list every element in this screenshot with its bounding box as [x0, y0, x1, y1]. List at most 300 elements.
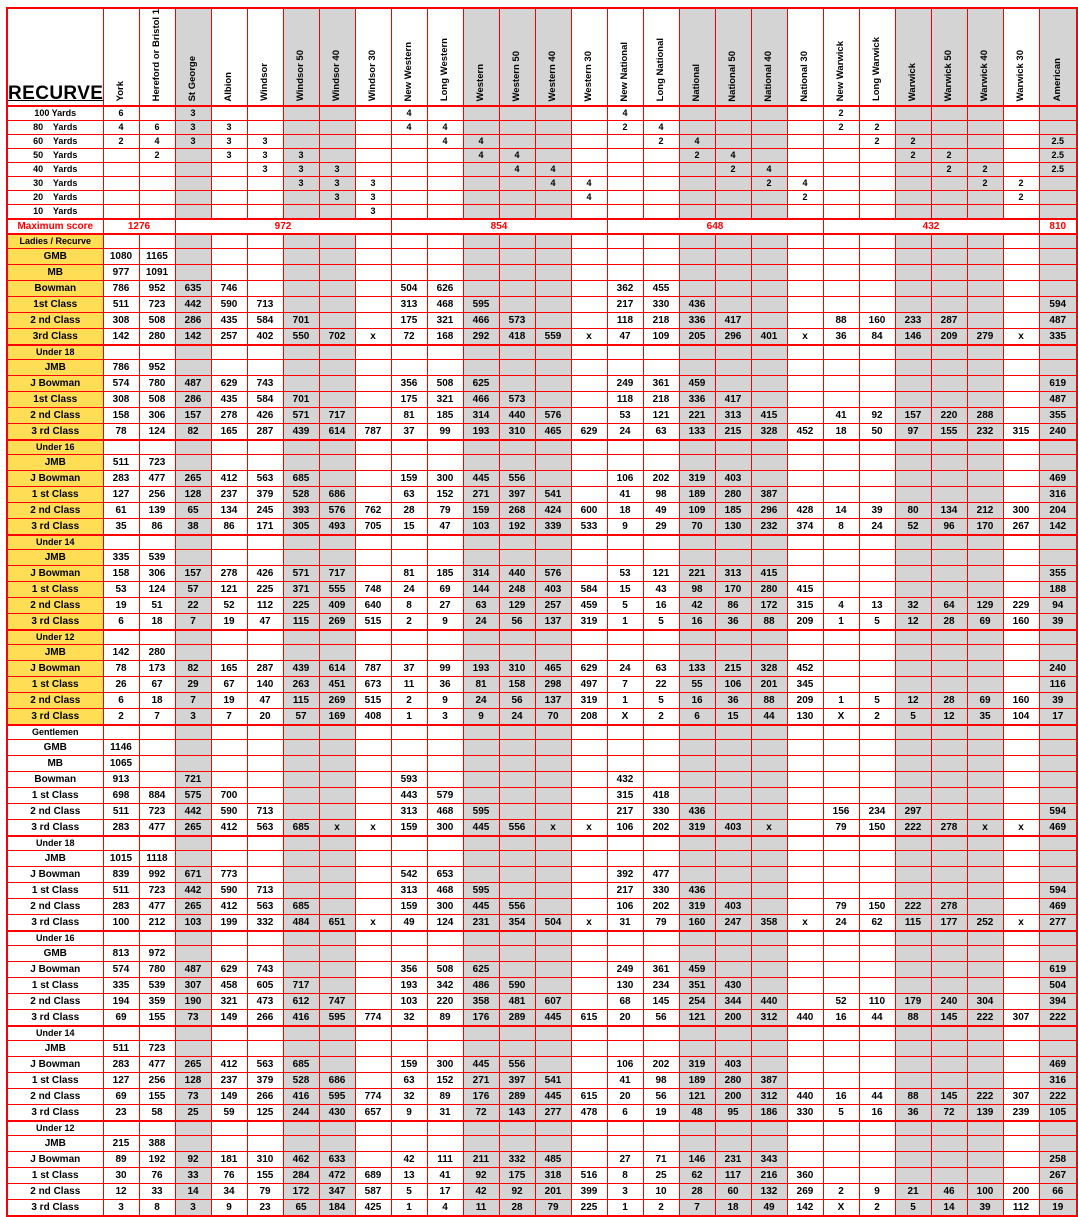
data-cell — [823, 487, 859, 503]
column-header-label: National 40 — [763, 50, 775, 102]
data-cell — [247, 455, 283, 471]
data-cell — [571, 234, 607, 249]
data-cell: 584 — [247, 392, 283, 408]
data-cell: 6 — [103, 106, 139, 121]
data-cell — [319, 281, 355, 297]
data-cell: 205 — [679, 329, 715, 346]
data-cell: 300 — [1003, 503, 1039, 519]
data-cell — [715, 1136, 751, 1152]
data-cell: 481 — [499, 994, 535, 1010]
data-cell: 445 — [463, 899, 499, 915]
section-heading-row — [7, 234, 1077, 249]
data-cell — [679, 191, 715, 205]
data-cell: 200 — [1003, 1184, 1039, 1200]
data-cell — [535, 883, 571, 899]
data-cell: 92 — [175, 1152, 211, 1168]
data-cell — [1003, 1136, 1039, 1152]
data-cell — [283, 345, 319, 360]
data-cell: 511 — [103, 1041, 139, 1057]
data-cell: 417 — [715, 313, 751, 329]
data-cell — [1003, 408, 1039, 424]
data-cell — [319, 455, 355, 471]
data-cell — [751, 265, 787, 281]
data-cell: 472 — [319, 1168, 355, 1184]
data-cell — [895, 756, 931, 772]
class-row-label: JMB — [7, 1041, 103, 1057]
data-cell: 44 — [859, 1089, 895, 1105]
data-cell — [535, 360, 571, 376]
data-cell — [391, 1121, 427, 1136]
data-cell: 263 — [283, 677, 319, 693]
data-cell — [859, 249, 895, 265]
table-row — [7, 1089, 1077, 1105]
data-cell: 175 — [391, 313, 427, 329]
data-cell — [751, 1121, 787, 1136]
data-cell: 590 — [211, 883, 247, 899]
data-cell: 157 — [175, 566, 211, 582]
data-cell — [787, 931, 823, 946]
data-cell: 594 — [1039, 804, 1077, 820]
data-cell — [643, 360, 679, 376]
data-cell — [643, 234, 679, 249]
data-cell — [679, 205, 715, 220]
data-cell — [715, 867, 751, 883]
data-cell — [103, 535, 139, 550]
data-cell — [1039, 740, 1077, 756]
data-cell: 2 — [859, 121, 895, 135]
data-cell: 319 — [679, 471, 715, 487]
data-cell — [1039, 1121, 1077, 1136]
column-header-label: Albion — [223, 71, 235, 102]
data-cell: 786 — [103, 281, 139, 297]
data-cell — [1003, 487, 1039, 503]
data-cell: 504 — [391, 281, 427, 297]
data-cell: 66 — [1039, 1184, 1077, 1200]
data-cell — [751, 1136, 787, 1152]
data-cell — [355, 234, 391, 249]
data-cell: 430 — [319, 1105, 355, 1122]
data-cell: 237 — [211, 1073, 247, 1089]
data-cell — [463, 931, 499, 946]
data-cell: 19 — [211, 614, 247, 631]
data-cell: 445 — [463, 820, 499, 837]
data-cell — [571, 645, 607, 661]
data-cell — [787, 408, 823, 424]
data-cell — [859, 851, 895, 867]
column-header-label: New Western — [403, 41, 415, 102]
data-cell: 48 — [679, 1105, 715, 1122]
class-row-label: 3 rd Class — [7, 1105, 103, 1122]
data-cell: x — [535, 820, 571, 837]
data-cell — [319, 630, 355, 645]
data-cell — [1003, 205, 1039, 220]
distance-row-label: 60 Yards — [7, 135, 103, 149]
section-heading: Under 14 — [7, 1026, 103, 1041]
data-cell — [571, 566, 607, 582]
data-cell: 600 — [571, 503, 607, 519]
data-cell: 723 — [139, 883, 175, 899]
class-row-label: JMB — [7, 455, 103, 471]
data-cell — [823, 281, 859, 297]
data-cell: 155 — [247, 1168, 283, 1184]
data-cell: 41 — [607, 1073, 643, 1089]
class-row-label: J Bowman — [7, 1057, 103, 1073]
data-cell: 25 — [643, 1168, 679, 1184]
data-cell — [319, 740, 355, 756]
data-cell — [535, 978, 571, 994]
data-cell — [571, 630, 607, 645]
data-cell — [895, 566, 931, 582]
data-cell — [139, 177, 175, 191]
data-cell: 3 — [247, 163, 283, 177]
data-cell — [1039, 249, 1077, 265]
data-cell: 3 — [175, 121, 211, 135]
data-cell — [607, 851, 643, 867]
data-cell: 307 — [1003, 1010, 1039, 1027]
data-cell — [283, 297, 319, 313]
data-cell — [859, 487, 895, 503]
data-cell: 576 — [535, 408, 571, 424]
data-cell: 21 — [895, 1184, 931, 1200]
data-cell: 209 — [787, 614, 823, 631]
data-cell — [463, 946, 499, 962]
data-cell: 280 — [715, 1073, 751, 1089]
data-cell — [139, 725, 175, 740]
data-cell — [355, 345, 391, 360]
data-cell — [535, 440, 571, 455]
data-cell — [751, 946, 787, 962]
data-cell — [787, 1057, 823, 1073]
data-cell — [931, 883, 967, 899]
data-cell: 605 — [247, 978, 283, 994]
data-cell: 1065 — [103, 756, 139, 772]
data-cell — [499, 788, 535, 804]
data-cell: 41 — [427, 1168, 463, 1184]
data-cell: 3 — [283, 177, 319, 191]
data-cell — [1039, 851, 1077, 867]
data-cell: 515 — [355, 614, 391, 631]
data-cell — [571, 471, 607, 487]
data-cell — [967, 535, 1003, 550]
data-cell — [679, 740, 715, 756]
data-cell — [319, 1041, 355, 1057]
data-cell: 231 — [715, 1152, 751, 1168]
data-cell — [535, 281, 571, 297]
data-cell: 79 — [247, 1184, 283, 1200]
data-cell — [499, 281, 535, 297]
data-cell — [895, 535, 931, 550]
data-cell: 49 — [643, 503, 679, 519]
data-cell: 133 — [679, 424, 715, 441]
table-row — [7, 978, 1077, 994]
data-cell — [787, 1026, 823, 1041]
data-cell — [571, 360, 607, 376]
data-cell: 145 — [931, 1010, 967, 1027]
data-cell: 172 — [751, 598, 787, 614]
data-cell: 63 — [391, 1073, 427, 1089]
class-row-label: GMB — [7, 740, 103, 756]
data-cell — [535, 772, 571, 788]
data-cell: 125 — [247, 1105, 283, 1122]
column-header-label: York — [115, 80, 127, 102]
data-cell: 307 — [1003, 1089, 1039, 1105]
data-cell: 257 — [211, 329, 247, 346]
data-cell — [859, 582, 895, 598]
data-cell: 24 — [607, 424, 643, 441]
data-cell — [823, 1057, 859, 1073]
data-cell — [751, 740, 787, 756]
data-cell: 4 — [427, 135, 463, 149]
data-cell — [859, 281, 895, 297]
data-cell: 635 — [175, 281, 211, 297]
data-cell — [571, 740, 607, 756]
data-cell: 4 — [679, 135, 715, 149]
data-cell — [859, 550, 895, 566]
data-cell: 8 — [391, 598, 427, 614]
data-cell: 209 — [931, 329, 967, 346]
class-row-label: 2 nd Class — [7, 804, 103, 820]
table-row — [7, 205, 1077, 220]
data-cell — [463, 851, 499, 867]
data-cell: 152 — [427, 1073, 463, 1089]
class-row-label: 3rd Class — [7, 329, 103, 346]
data-cell: 12 — [895, 693, 931, 709]
data-cell — [175, 931, 211, 946]
data-cell: 443 — [391, 788, 427, 804]
data-cell — [355, 899, 391, 915]
table-row — [7, 550, 1077, 566]
data-cell — [1003, 630, 1039, 645]
data-cell: 142 — [1039, 519, 1077, 536]
data-cell — [1003, 1026, 1039, 1041]
data-cell — [391, 1136, 427, 1152]
data-cell — [823, 1073, 859, 1089]
data-cell: 27 — [607, 1152, 643, 1168]
data-cell: 72 — [463, 1105, 499, 1122]
data-cell: 39 — [967, 1200, 1003, 1217]
data-cell — [391, 550, 427, 566]
data-cell — [715, 962, 751, 978]
data-cell: 360 — [787, 1168, 823, 1184]
data-cell: 158 — [499, 677, 535, 693]
data-cell — [1003, 392, 1039, 408]
data-cell: 571 — [283, 408, 319, 424]
data-cell: 3 — [175, 135, 211, 149]
data-cell — [571, 1057, 607, 1073]
data-cell — [859, 630, 895, 645]
data-cell — [499, 883, 535, 899]
data-cell — [823, 392, 859, 408]
data-cell — [859, 772, 895, 788]
data-cell — [859, 345, 895, 360]
data-cell — [535, 149, 571, 163]
data-cell — [247, 740, 283, 756]
class-row-label: 2 nd Class — [7, 503, 103, 519]
data-cell: 5 — [823, 1105, 859, 1122]
data-cell — [823, 740, 859, 756]
column-header-long-western — [427, 8, 463, 106]
data-cell: 189 — [679, 487, 715, 503]
data-cell: 701 — [283, 392, 319, 408]
data-cell — [283, 265, 319, 281]
data-cell — [1039, 725, 1077, 740]
data-cell: 121 — [643, 566, 679, 582]
data-cell — [463, 106, 499, 121]
data-cell: 3 — [211, 135, 247, 149]
data-cell — [607, 550, 643, 566]
data-cell: 344 — [715, 994, 751, 1010]
data-cell: 698 — [103, 788, 139, 804]
data-cell: 152 — [427, 487, 463, 503]
data-cell: 278 — [931, 820, 967, 837]
data-cell — [967, 630, 1003, 645]
section-heading-row — [7, 836, 1077, 851]
data-cell — [931, 455, 967, 471]
data-cell — [967, 313, 1003, 329]
data-cell — [1003, 946, 1039, 962]
data-cell: 310 — [247, 1152, 283, 1168]
data-cell: 1 — [607, 1200, 643, 1217]
data-cell: 312 — [751, 1010, 787, 1027]
data-cell: 651 — [319, 915, 355, 932]
data-cell: 3 — [247, 135, 283, 149]
data-cell — [463, 1026, 499, 1041]
data-cell: 2 — [139, 149, 175, 163]
data-cell — [643, 149, 679, 163]
class-row-label: 2 nd Class — [7, 1184, 103, 1200]
data-cell — [607, 535, 643, 550]
data-cell: 225 — [571, 1200, 607, 1217]
data-cell: 590 — [211, 804, 247, 820]
data-cell: 462 — [283, 1152, 319, 1168]
class-row-label: 3 rd Class — [7, 915, 103, 932]
data-cell — [211, 740, 247, 756]
data-cell: 288 — [967, 408, 1003, 424]
data-cell: 3 — [319, 163, 355, 177]
data-cell — [355, 851, 391, 867]
data-cell — [787, 899, 823, 915]
data-cell: 86 — [211, 519, 247, 536]
data-cell — [391, 1026, 427, 1041]
data-cell — [283, 630, 319, 645]
data-cell — [1003, 931, 1039, 946]
data-cell — [679, 946, 715, 962]
data-cell — [895, 962, 931, 978]
data-cell — [247, 725, 283, 740]
data-cell — [859, 1057, 895, 1073]
data-cell: 82 — [175, 661, 211, 677]
recurve-classification-table — [6, 7, 1078, 1217]
data-cell — [571, 487, 607, 503]
column-header-warwick-40 — [967, 8, 1003, 106]
data-cell — [751, 234, 787, 249]
data-cell: 76 — [139, 1168, 175, 1184]
data-cell — [931, 121, 967, 135]
data-cell — [679, 281, 715, 297]
data-cell — [967, 661, 1003, 677]
data-cell: 328 — [751, 661, 787, 677]
data-cell — [1003, 772, 1039, 788]
data-cell — [895, 978, 931, 994]
table-row — [7, 1010, 1077, 1027]
data-cell — [895, 772, 931, 788]
data-cell: 436 — [679, 297, 715, 313]
data-cell — [247, 1041, 283, 1057]
data-cell — [823, 582, 859, 598]
data-cell — [931, 297, 967, 313]
data-cell: 73 — [175, 1010, 211, 1027]
data-cell — [463, 550, 499, 566]
data-cell — [463, 234, 499, 249]
data-cell: x — [571, 915, 607, 932]
column-header-label: National 50 — [727, 50, 739, 102]
data-cell: 271 — [463, 1073, 499, 1089]
data-cell: 225 — [247, 582, 283, 598]
data-cell: 3 — [211, 121, 247, 135]
data-cell — [895, 121, 931, 135]
data-cell: 200 — [715, 1010, 751, 1027]
data-cell — [175, 550, 211, 566]
data-cell — [499, 772, 535, 788]
data-cell: 640 — [355, 598, 391, 614]
data-cell — [859, 471, 895, 487]
data-cell — [967, 788, 1003, 804]
data-cell: 541 — [535, 1073, 571, 1089]
data-cell: 158 — [103, 566, 139, 582]
class-row-label: 2 nd Class — [7, 899, 103, 915]
data-cell: 2 — [391, 614, 427, 631]
data-cell — [823, 191, 859, 205]
data-cell — [1039, 106, 1077, 121]
data-cell — [391, 191, 427, 205]
data-cell — [967, 249, 1003, 265]
data-cell — [751, 851, 787, 867]
data-cell — [931, 177, 967, 191]
data-cell: 18 — [139, 693, 175, 709]
data-cell: 215 — [715, 661, 751, 677]
data-cell: 2 — [643, 1200, 679, 1217]
data-cell — [499, 630, 535, 645]
data-cell — [1003, 756, 1039, 772]
data-cell: 56 — [643, 1089, 679, 1105]
data-cell: 358 — [751, 915, 787, 932]
data-cell — [967, 740, 1003, 756]
data-cell: 440 — [499, 408, 535, 424]
data-cell — [679, 867, 715, 883]
data-cell: 356 — [391, 376, 427, 392]
data-cell: 747 — [319, 994, 355, 1010]
data-cell: 24 — [391, 582, 427, 598]
section-heading: Under 12 — [7, 1121, 103, 1136]
data-cell — [319, 931, 355, 946]
data-cell: 418 — [499, 329, 535, 346]
data-cell: 9 — [859, 1184, 895, 1200]
data-cell: 614 — [319, 661, 355, 677]
data-cell: 408 — [355, 709, 391, 726]
data-cell: 279 — [967, 329, 1003, 346]
data-cell — [427, 1136, 463, 1152]
data-cell: 110 — [859, 994, 895, 1010]
data-cell: 595 — [319, 1010, 355, 1027]
data-cell — [787, 962, 823, 978]
data-cell — [967, 946, 1003, 962]
data-cell — [607, 163, 643, 177]
data-cell: 81 — [391, 566, 427, 582]
section-heading: Under 16 — [7, 931, 103, 946]
data-cell — [247, 234, 283, 249]
data-cell — [463, 440, 499, 455]
data-cell — [895, 1152, 931, 1168]
